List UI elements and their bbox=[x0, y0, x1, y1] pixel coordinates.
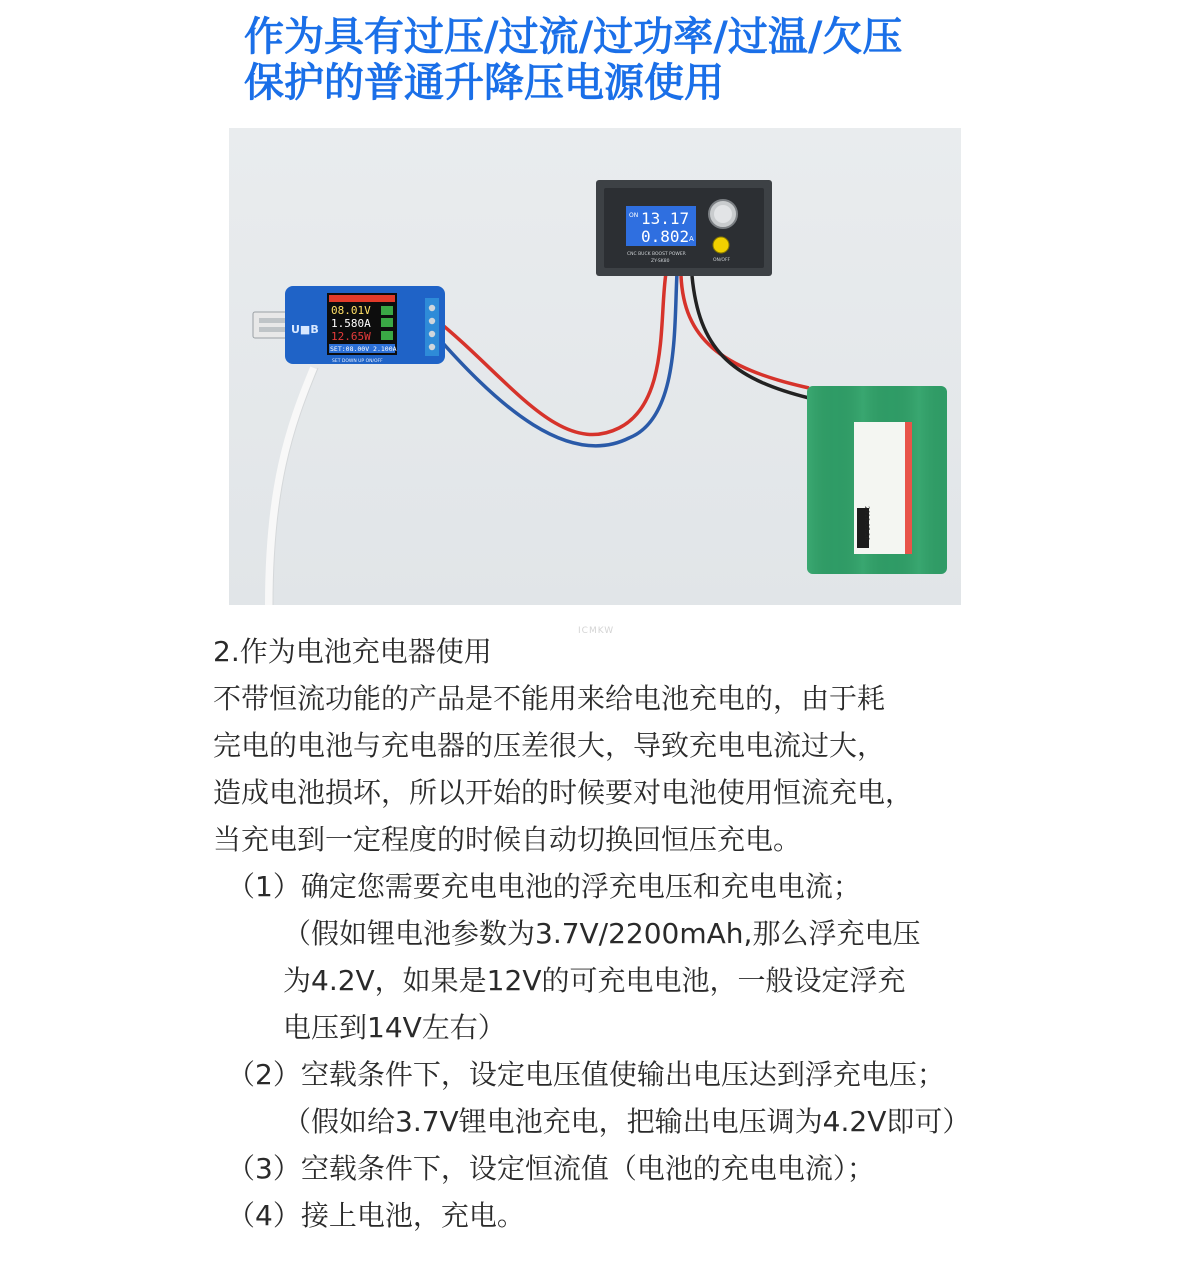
step-4: （4）接上电池，充电。 bbox=[227, 1199, 525, 1232]
blue-wire-1 bbox=[434, 273, 677, 446]
usb-meter-set: SET:08.00V 2.100A bbox=[330, 345, 397, 353]
step-1-note-line: 电压到14V左右） bbox=[283, 1011, 506, 1044]
headline-line-1: 作为具有过压/过流/过功率/过温/欠压 bbox=[244, 14, 903, 60]
buck-model: ZY-SK80 bbox=[651, 259, 670, 264]
paragraph-line: 不带恒流功能的产品是不能用来给电池充电的，由于耗 bbox=[213, 682, 886, 715]
battery-date: 2018.05.26 bbox=[863, 506, 870, 541]
headline bbox=[244, 14, 902, 106]
buck-unit-a: A bbox=[689, 235, 694, 243]
product-photo bbox=[229, 128, 961, 605]
usb-meter-current: 1.580A bbox=[331, 317, 371, 330]
red-wire-1 bbox=[434, 273, 666, 435]
buck-voltage: 13.17 bbox=[641, 209, 690, 228]
buck-current: 0.802 bbox=[641, 227, 690, 246]
buck-onoff-label: ON/OFF bbox=[713, 258, 731, 263]
step-1: （1）确定您需要充电电池的浮充电压和充电电流； bbox=[227, 870, 861, 903]
step-1-note-line: （假如锂电池参数为3.7V/2200mAh,那么浮充电压 bbox=[283, 917, 921, 950]
usb-meter-brand: U■B bbox=[291, 323, 319, 336]
step-2: （2）空载条件下，设定电压值使输出电压达到浮充电压； bbox=[227, 1058, 945, 1091]
step-3: （3）空载条件下，设定恒流值（电池的充电电流）； bbox=[227, 1152, 875, 1185]
usb-meter-buttons-label: SET DOWN UP ON/OFF bbox=[332, 359, 383, 364]
paragraph-line: 完电的电池与充电器的压差很大，导致充电电流过大， bbox=[213, 729, 886, 762]
section-title: 2.作为电池充电器使用 bbox=[213, 635, 492, 668]
usb-meter-power: 12.65W bbox=[331, 330, 371, 343]
red-wire-2 bbox=[681, 276, 809, 388]
step-2-note: （假如给3.7V锂电池充电，把输出电压调为4.2V即可） bbox=[283, 1105, 971, 1138]
product-photo-illustration bbox=[229, 128, 961, 605]
watermark: ICMKW bbox=[578, 626, 615, 636]
paragraph-line: 当充电到一定程度的时候自动切换回恒压充电。 bbox=[213, 823, 802, 856]
headline-line-2: 保护的普通升降压电源使用 bbox=[244, 60, 724, 106]
section-body bbox=[213, 628, 970, 1239]
paragraph-line: 造成电池损坏，所以开始的时候要对电池使用恒流充电， bbox=[213, 776, 914, 809]
black-wire bbox=[692, 276, 809, 398]
usb-meter-voltage: 08.01V bbox=[331, 304, 371, 317]
power-button-icon bbox=[713, 237, 729, 253]
buck-on-tag: ON bbox=[629, 212, 639, 219]
buck-caption: CNC BUCK BOOST POWER bbox=[627, 252, 686, 257]
step-1-note-line: 为4.2V，如果是12V的可充电电池，一般设定浮充 bbox=[283, 964, 906, 997]
usb-cable bbox=[269, 368, 314, 605]
